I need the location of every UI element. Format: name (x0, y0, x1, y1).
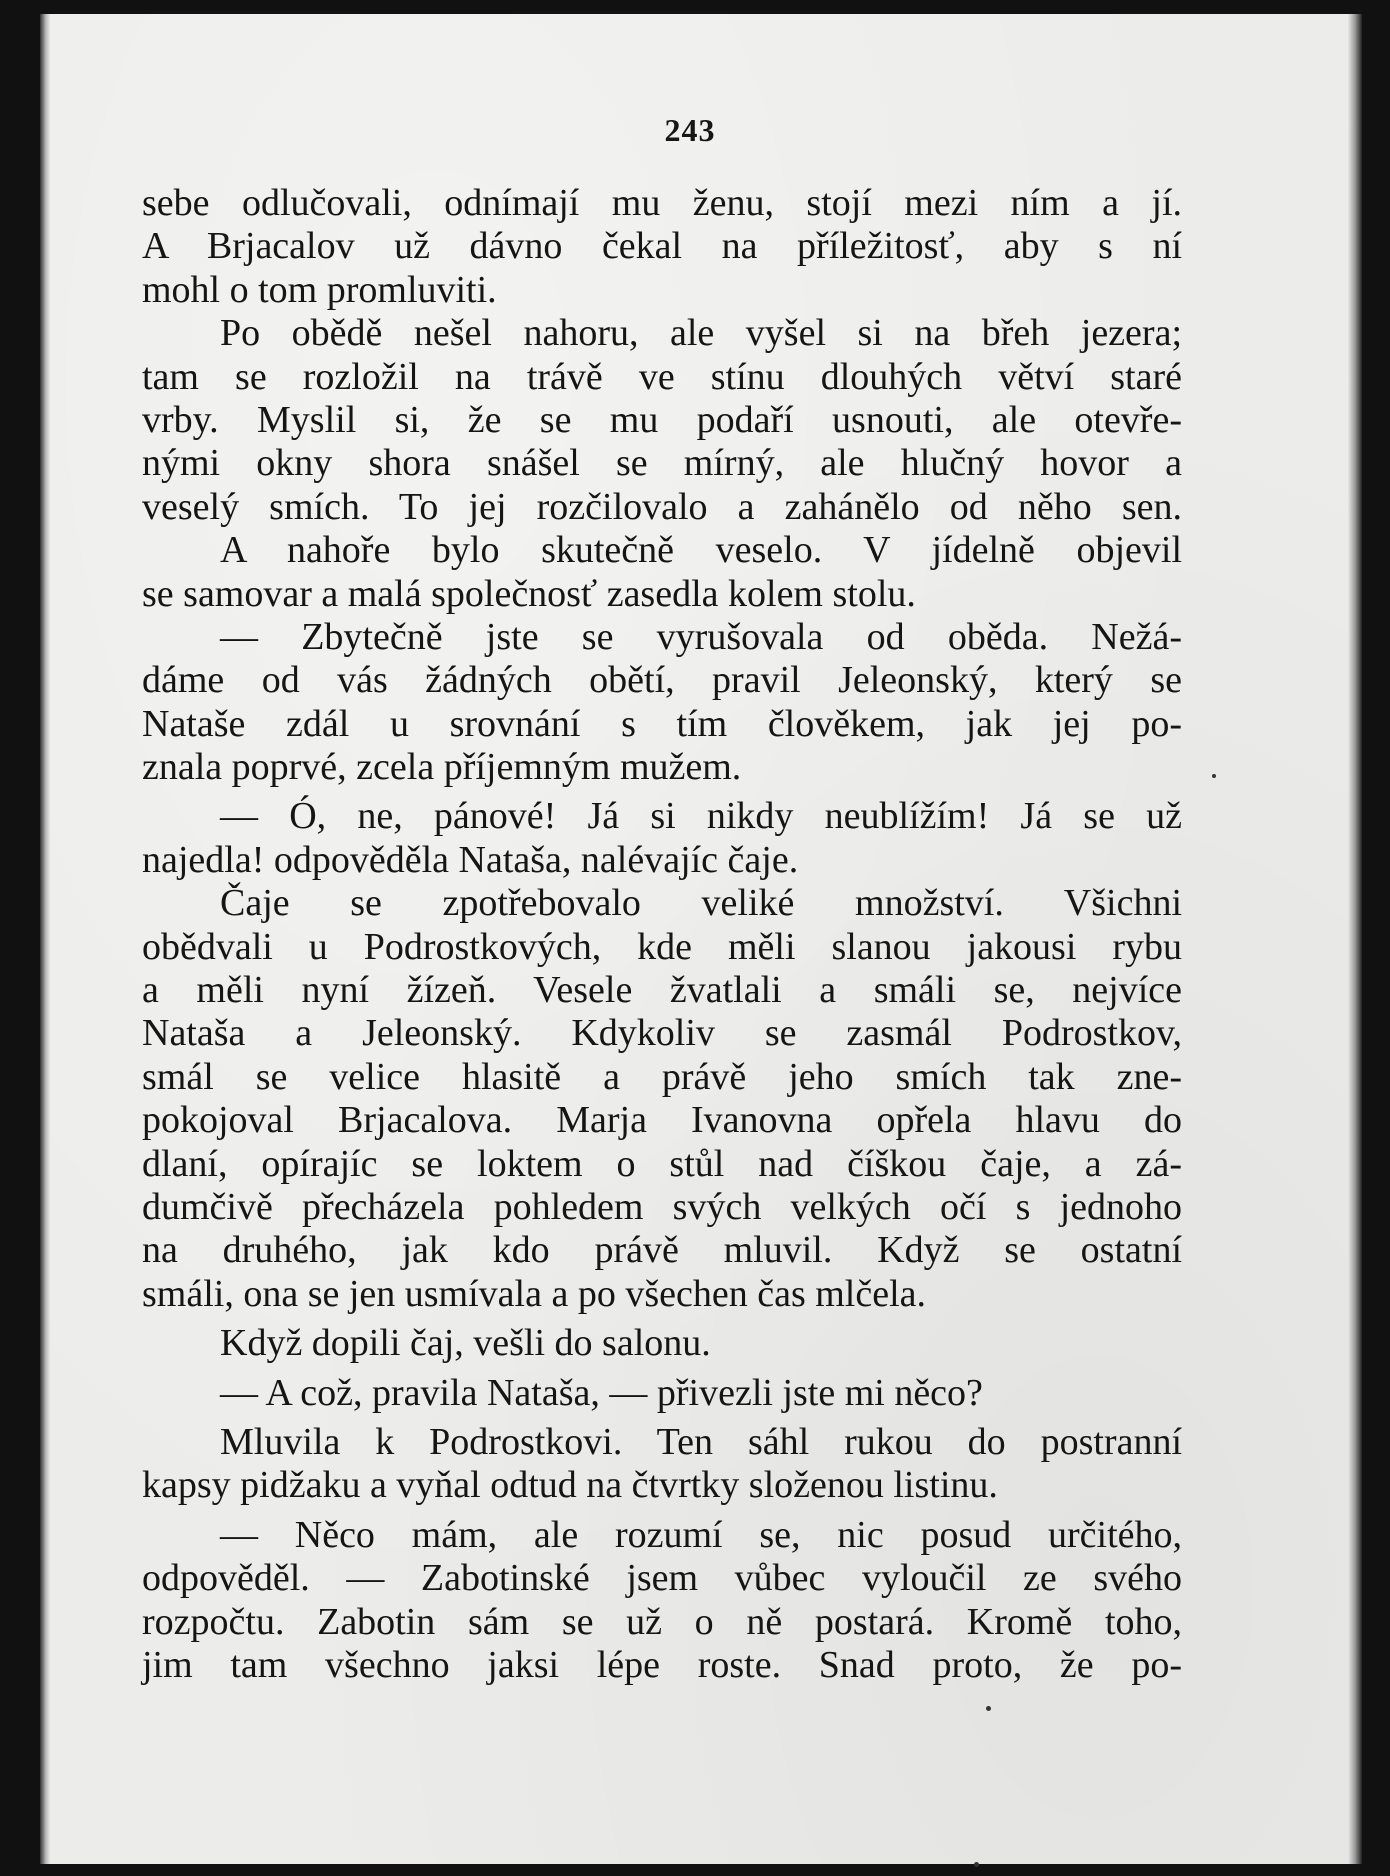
text-line: a měli nyní žízeň. Vesele žvatlali a smáli se, nejvíce (142, 969, 1182, 1012)
text-line: A Brjacalov už dávno čekal na příležitosť, aby s ní (142, 225, 1182, 268)
text-line: tam se rozložil na trávě ve stínu dlouhých větví staré (142, 355, 1182, 398)
text-line: — Ó, ne, pánové! Já si nikdy neublížím! Já se už (220, 795, 1182, 838)
text-line: se samovar a malá společnosť zasedla kolem stolu. (142, 572, 916, 615)
text-line: kapsy pidžaku a vyňal odtud na čtvrtky složenou listinu. (142, 1464, 998, 1507)
text-line: nými okny shora snášel se mírný, ale hlučný hovor a (142, 442, 1182, 485)
text-line: smáli, ona se jen usmívala a po všechen čas mlčela. (142, 1272, 927, 1315)
text-line: veselý smích. To jej rozčilovalo a zahánělo od něho sen. (142, 485, 1182, 528)
body-text (142, 182, 1182, 1687)
text-line: Po obědě nešel nahoru, ale vyšel si na břeh jezera; (220, 312, 1182, 355)
text-line: rozpočtu. Zabotin sám se už o ně postará. Kromě toho, (142, 1600, 1182, 1643)
text-line: Čaje se zpotřebovalo veliké množství. Všichni (220, 882, 1182, 925)
text-line: odpověděl. — Zabotinské jsem vůbec vyloučil ze svého (142, 1557, 1182, 1600)
text-line: dumčivě přecházela pohledem svých velkých očí s jednoho (142, 1185, 1182, 1228)
text-line: najedla! odpověděla Nataša, nalévajíc čaje. (142, 838, 799, 881)
text-line: dáme od vás žádných obětí, pravil Jeleonský, který se (142, 659, 1182, 702)
text-line: Nataša a Jeleonský. Kdykoliv se zasmál Podrostkov, (142, 1012, 1182, 1055)
page-binding-edge (40, 14, 50, 1864)
book-page (40, 14, 1362, 1864)
page-outer-edge (1348, 14, 1362, 1864)
text-line: smál se velice hlasitě a právě jeho smích tak zne- (142, 1055, 1182, 1098)
text-line: Mluvila k Podrostkovi. Ten sáhl rukou do postranní (220, 1420, 1182, 1463)
ink-speck (986, 1706, 991, 1711)
text-line: — Zbytečně jste se vyrušovala od oběda. Nežá- (220, 615, 1182, 658)
ink-speck (974, 1862, 979, 1867)
text-line: A nahoře bylo skutečně veselo. V jídelně objevil (220, 529, 1182, 572)
text-line: — Něco mám, ale rozumí se, nic posud určitého, (220, 1513, 1182, 1556)
text-line: sebe odlučovali, odnímají mu ženu, stojí mezi ním a jí. (142, 182, 1182, 224)
page-number: 243 (664, 112, 716, 148)
text-line: — A což, pravila Nataša, — přivezli jste mi něco? (220, 1371, 983, 1414)
text-line: Když dopili čaj, vešli do salonu. (220, 1322, 711, 1365)
text-line: dlaní, opírajíc se loktem o stůl nad číškou čaje, a zá- (142, 1142, 1182, 1185)
text-line: vrby. Myslil si, že se mu podaří usnouti, ale otevře- (142, 398, 1182, 441)
text-line: pokojoval Brjacalova. Marja Ivanovna opřela hlavu do (142, 1099, 1182, 1142)
text-line: obědvali u Podrostkových, kde měli slanou jakousi rybu (142, 925, 1182, 968)
ink-speck (1212, 774, 1216, 778)
text-line: na druhého, jak kdo právě mluvil. Když se ostatní (142, 1229, 1182, 1272)
text-line: jim tam všechno jaksi lépe roste. Snad proto, že po- (142, 1643, 1182, 1686)
text-line: mohl o tom promluviti. (142, 268, 497, 311)
text-line: Nataše zdál u srovnání s tím člověkem, jak jej po- (142, 702, 1182, 745)
text-line: znala poprvé, zcela příjemným mužem. (142, 746, 742, 789)
